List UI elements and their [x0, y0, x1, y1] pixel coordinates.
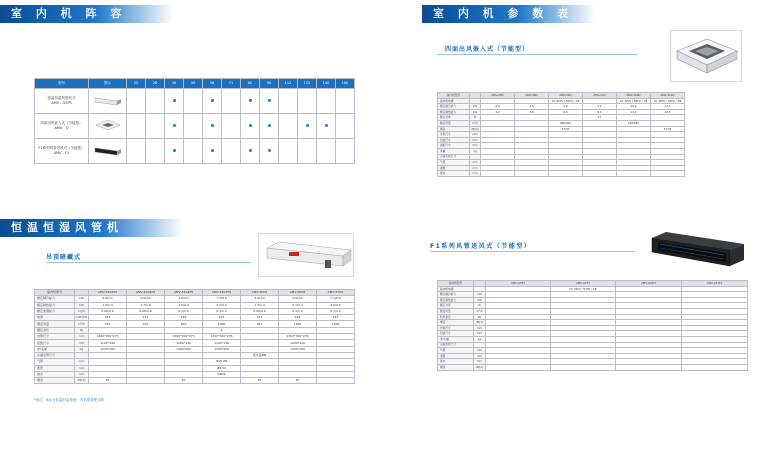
- spec-value: 137: [241, 315, 279, 321]
- spec-label: 噪音: [35, 378, 75, 384]
- spec-label: 气管: [438, 160, 470, 166]
- model-thumbnail: [89, 89, 127, 114]
- spec-label: 额定风量: [35, 321, 75, 327]
- spec-value: [616, 364, 682, 370]
- spec-label: 额定制热能力: [438, 297, 474, 303]
- capacity-cell: [279, 139, 298, 164]
- spec-label: 冷凝水管尺寸: [438, 154, 470, 160]
- capacity-cell: [260, 139, 279, 164]
- spec-unit: mm: [474, 348, 486, 354]
- spec-unit: dB(A): [471, 126, 479, 131]
- model-name: [35, 89, 89, 114]
- spec-value: 1.2/1.4: [89, 302, 127, 308]
- spec-value: 3.6/4.0: [165, 296, 203, 302]
- spec-value: [317, 378, 355, 384]
- lineup-title: 室 内 机 阵 容: [3, 5, 173, 23]
- col-header: AMV-37G5: [317, 290, 355, 296]
- spec-label: 噪音: [438, 364, 474, 370]
- spec-label: 包装尺寸: [438, 331, 474, 337]
- spec-value: 145: [317, 315, 355, 321]
- spec-value: 1420*200: [279, 346, 317, 352]
- capacity-cell: [241, 114, 260, 139]
- spec-label: 额定制热能力: [35, 302, 75, 308]
- spec-unit: mm: [75, 365, 89, 371]
- footnote: *备注：6/1为恒温恒湿系统，内机需要配用机: [34, 398, 105, 402]
- spec-unit: kg: [75, 346, 89, 352]
- col-header: AMV-GIAF1: [616, 281, 682, 287]
- spec-value: 11.2: [617, 109, 651, 115]
- spec-label: 额定余压: [35, 327, 75, 333]
- spec-unit: kW: [75, 302, 89, 308]
- model-name: [35, 114, 89, 139]
- spec-label: 额定风量: [438, 120, 470, 126]
- spec-value: AC 380V / 50Hz / 3Φ: [651, 98, 685, 104]
- spec-label: 额定制热能力: [438, 109, 470, 115]
- col-header: 室内机型号: [438, 281, 474, 287]
- spec-value: 7.1: [583, 104, 617, 110]
- spec-label: 额定制冷能力: [35, 296, 75, 302]
- col-header: 140: [317, 79, 336, 89]
- spec-value: AC 220V / 50Hz / 1Φ: [551, 286, 616, 292]
- capacity-cell: [222, 114, 241, 139]
- capacity-cell: [298, 139, 317, 164]
- col-header: AMV-112Q: [651, 93, 685, 99]
- spec-value: 12.5: [651, 109, 685, 115]
- spec-unit: kg/h: [75, 308, 89, 314]
- spec-value: 1200: [279, 321, 317, 327]
- spec-value: 11.2: [651, 104, 685, 110]
- spec-unit: mm: [474, 359, 486, 365]
- col-header: AMV-56Q: [549, 93, 583, 99]
- lineup-header-row: [35, 79, 355, 89]
- available-marker-icon: [211, 124, 214, 127]
- spec-value: 2.8: [481, 104, 515, 110]
- available-marker-icon: [173, 99, 176, 102]
- capacity-cell: [279, 114, 298, 139]
- available-marker-icon: [325, 124, 328, 127]
- subtitle-rule: [430, 251, 635, 252]
- capacity-cell: [241, 89, 260, 114]
- spec-value: 1260*140: [165, 340, 203, 346]
- spec-unit: mm: [474, 331, 486, 337]
- spec-value: [651, 171, 685, 177]
- capacity-cell: [336, 139, 355, 164]
- spec-value: 3.6/4.0: [127, 296, 165, 302]
- spec-unit: mm: [470, 132, 481, 138]
- model-thumbnail: [89, 114, 127, 139]
- spec-unit: mm: [470, 137, 481, 143]
- f1-subtitle: F1系列风管送风式（节能型）: [430, 243, 532, 250]
- capacity-cell: [222, 89, 241, 114]
- spec-label: 额定制冷能力: [438, 104, 470, 110]
- spec-unit: mm: [75, 371, 89, 377]
- col-header: AMV-71Q: [583, 93, 617, 99]
- model-name-cn: F1系列风管送风式（节能型）: [38, 146, 85, 151]
- spec-value: 1200: [317, 321, 355, 327]
- spec-value: AC 220V / 50Hz / 1Φ: [617, 98, 651, 104]
- capacity-cell: [184, 89, 203, 114]
- spec-unit: kW: [470, 109, 481, 115]
- f1-spec-table: [437, 280, 748, 371]
- spec-value: 4.0/3.2: [317, 302, 355, 308]
- spec-unit: mm: [470, 165, 481, 171]
- col-header: 160: [336, 79, 355, 89]
- spec-label: 排水: [438, 171, 470, 177]
- col-header: 型号: [35, 79, 89, 89]
- spec-unit: kW: [474, 297, 486, 303]
- spec-value: 1190*140: [203, 340, 241, 346]
- col-header: AMV-GF1F1: [682, 281, 748, 287]
- spec-value: [515, 171, 549, 177]
- spec-label: 冷凝水管尺寸: [438, 342, 474, 348]
- model-thumbnail: [89, 139, 127, 164]
- spec-value: [583, 171, 617, 177]
- spec-label: 液管: [438, 353, 474, 359]
- spec-value: AC 220V / 50Hz / 1Φ: [549, 98, 583, 104]
- spec-value: 37/34: [651, 126, 685, 132]
- col-header: 室内机型号: [35, 290, 75, 296]
- capacity-cell: [260, 114, 279, 139]
- available-marker-icon: [306, 124, 309, 127]
- spec-value: Φ15.88: [203, 359, 241, 365]
- spec-value: 1220*200: [89, 346, 127, 352]
- model-name-cn: 四面出风嵌入式（节能型）: [40, 121, 83, 126]
- spec-value: 1300*300*273: [89, 334, 127, 340]
- col-header: 112: [279, 79, 298, 89]
- spec-value: 1260*140: [279, 340, 317, 346]
- f1-duct-unit-image: [648, 230, 748, 274]
- spec-value: 1190*140: [89, 340, 127, 346]
- spec-unit: kW: [470, 104, 481, 110]
- capacity-cell: [203, 139, 222, 164]
- spec-value: 0.1/1.2: [203, 308, 241, 314]
- col-header: AMV-G5F1: [551, 281, 616, 287]
- capacity-cell: [317, 89, 336, 114]
- spec-label: 气管: [438, 348, 474, 354]
- available-marker-icon: [268, 124, 271, 127]
- spec-value: 7.1/8.0: [203, 296, 241, 302]
- spec-value: 4.0: [515, 109, 549, 115]
- col-header: AMV-32G4PS: [165, 290, 203, 296]
- spec-label: 排水: [35, 371, 75, 377]
- spec-unit: mm: [75, 359, 89, 365]
- spec-label: 额定加湿能力: [35, 308, 75, 314]
- spec-value: 0.06/0.6: [89, 308, 127, 314]
- spec-value: [682, 364, 748, 370]
- capacity-cell: [222, 139, 241, 164]
- spec-label: 包装尺寸: [438, 137, 470, 143]
- spec-value: 1220*200: [203, 346, 241, 352]
- spec-value: 145: [203, 315, 241, 321]
- param-title: 室 内 机 参 数 表: [425, 5, 595, 23]
- spec-value: 5.6: [549, 104, 583, 110]
- spec-unit: mm: [75, 334, 89, 340]
- spec-value: 3.6/4.0: [241, 296, 279, 302]
- spec-unit: kW: [474, 292, 486, 298]
- capacity-cell: [165, 139, 184, 164]
- f1-spec-row: [438, 364, 748, 370]
- spec-label: 外形尺寸: [438, 325, 474, 331]
- capacity-cell: [184, 114, 203, 139]
- col-header: 36: [165, 79, 184, 89]
- spec-value: 73: [583, 115, 617, 121]
- spec-unit: kg: [474, 336, 486, 342]
- spec-unit: dB(A): [474, 320, 486, 326]
- duct-title: 恒温恒湿风管机: [3, 219, 183, 237]
- spec-value: 50: [279, 378, 317, 384]
- spec-unit: mm: [474, 353, 486, 359]
- capacity-cell: [298, 114, 317, 139]
- spec-unit: mm: [470, 171, 481, 177]
- spec-label: 外形尺寸: [438, 132, 470, 138]
- spec-value: 1300*300*276: [279, 334, 317, 340]
- spec-value: 33/30: [549, 126, 583, 132]
- spec-label: 净/毛重: [438, 336, 474, 342]
- spec-value: [551, 364, 616, 370]
- capacity-cell: [317, 114, 336, 139]
- spec-label: 额定功率: [438, 303, 474, 309]
- spec-value: 2.1/2.4: [279, 302, 317, 308]
- model-name-cn: 恒温恒湿风管机式: [47, 96, 76, 101]
- spec-label: 包装尺寸: [35, 340, 75, 346]
- subtitle-rule: [46, 262, 251, 263]
- spec-unit: mm: [75, 340, 89, 346]
- spec-value: 145: [89, 315, 127, 321]
- spec-value: 接水盘DN: [241, 352, 279, 358]
- spec-unit: kg: [470, 148, 481, 154]
- capacity-cell: [127, 89, 146, 114]
- spec-value: 720/650: [617, 120, 651, 126]
- spec-label: 机外余压: [438, 314, 474, 320]
- duct-subtitle: 吊顶暗藏式: [46, 254, 82, 261]
- spec-value: Φ9.52: [203, 365, 241, 371]
- available-marker-icon: [173, 149, 176, 152]
- spec-unit: mm: [470, 143, 481, 149]
- col-header: 45: [184, 79, 203, 89]
- capacity-cell: [260, 89, 279, 114]
- spec-unit: m³/h: [75, 321, 89, 327]
- capacity-cell: [146, 139, 165, 164]
- capacity-cell: [203, 89, 222, 114]
- col-header: 56: [203, 79, 222, 89]
- spec-value: 750: [127, 321, 165, 327]
- capacity-cell: [317, 139, 336, 164]
- spec-label: 电源: [35, 315, 75, 321]
- available-marker-icon: [249, 124, 252, 127]
- col-header: AMV-32G7PS: [203, 290, 241, 296]
- lineup-row: [35, 89, 355, 114]
- spec-value: [127, 378, 165, 384]
- spec-value: 1300*300*276: [203, 334, 241, 340]
- model-code: AMV - Q: [54, 126, 69, 130]
- spec-value: [203, 378, 241, 384]
- spec-value: 10.0: [617, 104, 651, 110]
- col-header: AMV-36G5: [241, 290, 279, 296]
- col-header: 22: [127, 79, 146, 89]
- spec-value: 0.06/0.6: [127, 308, 165, 314]
- spec-value: 0.06/0.6: [241, 308, 279, 314]
- spec-value: [549, 171, 583, 177]
- cassette-unit-image: [670, 30, 742, 82]
- spec-label: 气管: [35, 359, 75, 365]
- capacity-cell: [127, 114, 146, 139]
- spec-value: [617, 171, 651, 177]
- spec-value: 480/450: [549, 120, 583, 126]
- model-code: AMV - G5PS: [51, 101, 72, 105]
- available-marker-icon: [211, 99, 214, 102]
- duct-spec-table: [34, 289, 355, 384]
- lineup-table: [34, 78, 355, 164]
- spec-value: 4: [203, 327, 241, 333]
- col-header: 90: [260, 79, 279, 89]
- spec-label: 额定制冷能力: [438, 292, 474, 298]
- col-header: AMV-32G6PS: [127, 290, 165, 296]
- spec-label: 额定风量: [438, 308, 474, 314]
- available-marker-icon: [173, 124, 176, 127]
- col-header: AMV-100Q: [617, 93, 651, 99]
- capacity-cell: [146, 114, 165, 139]
- spec-value: 3.6/4.0: [279, 296, 317, 302]
- cassette-spec-row: [438, 171, 685, 177]
- spec-unit: mm: [470, 160, 481, 166]
- col-header: AMV-28Q: [481, 93, 515, 99]
- spec-unit: W: [474, 303, 486, 309]
- spec-value: [486, 364, 551, 370]
- col-header: 80: [241, 79, 260, 89]
- spec-label: 液管: [438, 165, 470, 171]
- spec-label: 外形尺寸: [35, 334, 75, 340]
- spec-label: 室内机电源: [438, 98, 470, 104]
- spec-value: 148: [165, 315, 203, 321]
- capacity-cell: [165, 114, 184, 139]
- capacity-cell: [241, 139, 260, 164]
- model-name: [35, 139, 89, 164]
- col-header: 28: [146, 79, 165, 89]
- cassette-spec-table: [437, 92, 685, 177]
- spec-value: 2.8/3.2: [89, 296, 127, 302]
- spec-label: 面板尺寸: [438, 143, 470, 149]
- capacity-cell: [298, 89, 317, 114]
- spec-value: 1.7/1.4: [241, 302, 279, 308]
- spec-value: 1420*200: [165, 346, 203, 352]
- spec-unit: Pa: [474, 314, 486, 320]
- spec-value: 2.5/2.4: [165, 302, 203, 308]
- spec-value: 1560*300*273: [165, 334, 203, 340]
- available-marker-icon: [249, 149, 252, 152]
- capacity-cell: [336, 114, 355, 139]
- spec-value: 1200: [203, 321, 241, 327]
- col-header: AMV-36G5: [279, 290, 317, 296]
- capacity-cell: [127, 139, 146, 164]
- spec-unit: kW: [75, 296, 89, 302]
- spec-value: 950: [241, 321, 279, 327]
- spec-unit: Pa: [75, 327, 89, 333]
- spec-value: 1.7/1.4: [127, 302, 165, 308]
- model-code: AMV - F1: [53, 151, 70, 155]
- spec-value: 8.0: [583, 109, 617, 115]
- spec-value: 780: [89, 321, 127, 327]
- spec-label: 液管: [35, 365, 75, 371]
- spec-unit: W: [470, 115, 481, 121]
- capacity-cell: [336, 89, 355, 114]
- spec-value: 45: [89, 378, 127, 384]
- spec-unit: dB(A): [474, 364, 486, 370]
- spec-value: 45: [241, 378, 279, 384]
- spec-value: 0.1/1.2: [317, 308, 355, 314]
- capacity-cell: [165, 89, 184, 114]
- duct-unit-image: [258, 233, 354, 277]
- spec-label: 净/毛重: [35, 346, 75, 352]
- spec-label: 噪音: [438, 126, 470, 132]
- spec-value: 7.1/8.0: [317, 296, 355, 302]
- spec-value: 0.1/1.2: [165, 308, 203, 314]
- col-header: 图示: [89, 79, 127, 89]
- capacity-cell: [146, 89, 165, 114]
- spec-unit: dB(A): [75, 378, 89, 384]
- spec-value: 50: [165, 378, 203, 384]
- spec-value: 950: [165, 321, 203, 327]
- spec-value: 137: [127, 315, 165, 321]
- spec-label: 额定功率: [438, 115, 470, 121]
- col-header: 室内机型号: [438, 93, 470, 99]
- spec-value: DN25: [203, 371, 241, 377]
- capacity-cell: [184, 139, 203, 164]
- spec-value: 3.0/3.2: [203, 302, 241, 308]
- spec-label: 噪音: [438, 320, 474, 326]
- spec-unit: m³/h: [470, 120, 481, 126]
- col-header: AMV-36Q: [515, 93, 549, 99]
- subtitle-rule: [437, 54, 637, 55]
- col-header: 125: [298, 79, 317, 89]
- spec-value: 3.2: [481, 109, 515, 115]
- capacity-cell: [279, 89, 298, 114]
- duct-spec-row: [35, 378, 355, 384]
- col-header: AMV-G5F1: [486, 281, 551, 287]
- spec-unit: mm: [474, 325, 486, 331]
- available-marker-icon: [268, 149, 271, 152]
- available-marker-icon: [211, 149, 214, 152]
- col-header: AMV-32G5PS: [89, 290, 127, 296]
- spec-unit: V/Ph/Hz: [75, 315, 88, 320]
- spec-unit: m³/h: [474, 308, 486, 314]
- lineup-row: [35, 114, 355, 139]
- spec-label: 净重: [438, 148, 470, 154]
- spec-value: 3.6: [515, 104, 549, 110]
- spec-label: 室内机电源: [438, 286, 474, 292]
- spec-value: 6.3: [549, 109, 583, 115]
- spec-label: 排水: [438, 359, 474, 365]
- cassette-subtitle: 四面出风嵌入式（节能型）: [445, 46, 530, 53]
- spec-value: [481, 171, 515, 177]
- spec-value: 148: [279, 315, 317, 321]
- col-header: 71: [222, 79, 241, 89]
- spec-label: 冷凝水管尺寸: [35, 352, 75, 358]
- lineup-row: [35, 139, 355, 164]
- available-marker-icon: [268, 99, 271, 102]
- available-marker-icon: [249, 99, 252, 102]
- capacity-cell: [203, 114, 222, 139]
- spec-value: 0.1/1.2: [279, 308, 317, 314]
